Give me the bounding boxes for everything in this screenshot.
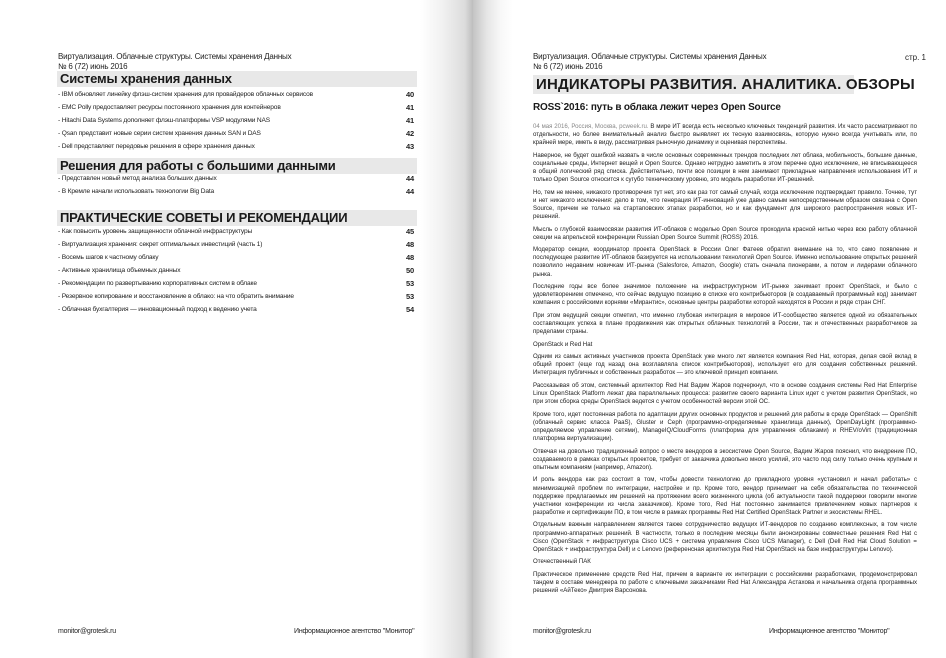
toc-item[interactable]	[58, 88, 414, 101]
toc-item-page: 40	[405, 90, 414, 99]
article-subhead: OpenStack и Red Hat	[533, 340, 593, 348]
article-paragraph: Кроме того, идет постоянная работа по адаптации других основных продуктов и решений для работы в среде OpenStack — OpenShift (облачный сервис класса PaaS), Gluster и Ceph (программно-определяемые хранилища данных), OpenDayLight (программно-определяемое управление сетями), ManageIQ/CloudForms (платформа для управления облаками) и RHEV/oVirt (традиционная платформа виртуализации).	[533, 410, 917, 443]
toc-item-text: - Рекомендации по развертыванию корпоративных систем в облаке	[58, 280, 257, 287]
article-paragraph: Одним из самых активных участников проекта OpenStack уже много лет является компания Red Hat, которая, делая свой вклад в общий проект (еще год назад она возглавляла список контрибьюторов), использует его для создания собственных решений. Интеграция публичных и собственных разработок — это ключевой принцип компании.	[533, 353, 917, 377]
header-title: Виртуализация. Облачные структуры. Системы хранения Данных	[58, 52, 292, 61]
header-issue: № 6 (72) июнь 2016	[58, 62, 128, 71]
article-lead: 04 мая 2016, Россия, Москва, pcweek.ru. В мире ИТ всегда есть несколько ключевых тенденций развития. Их часто рассматривают по отдельности, но более внимательный анализ быстро выявляет их тесную взаимосвязь, которую нужно всегда учитывать или, по крайней мере, иметь в виду, рассматривая рыночную динамику и оценивая перспективы.	[533, 123, 917, 147]
article-paragraph: Наверное, не будет ошибкой назвать в числе основных современных трендов последних лет облака, мобильность, большие данные, социальные среды, Интернет вещей и Open Source. Однако нетрудно заметить в этом перечне одно исключение, не вписывающееся в общий логический ряд списка. Действительно, почти все позиции в нем занимают прикладные направления использования ИТ и только Open Source относится к сугубо техническому уровню, это модель разработки ИТ-решений.	[533, 151, 917, 184]
article-paragraph: Но, тем не менее, никакого противоречия тут нет, это как раз тот самый случай, когда исключение подтверждает правило. Точнее, тут и нет никакого исключения: дело в том, что генерация ИТ-инноваций уже давно самым непосредственным образом связана с Open Source, причем не только на стартаповских этапах разработки, но и как фундамент для широкого распространения новых ИТ-решений.	[533, 188, 917, 220]
toc-item-text: - Представлен новый метод анализа больших данных	[58, 175, 217, 182]
toc-item-page: 48	[405, 240, 414, 249]
toc-item-text: - Восемь шагов к частному облаку	[58, 254, 159, 261]
toc-item[interactable]	[58, 264, 414, 277]
running-header	[58, 52, 291, 72]
toc-item-text: - Как повысить уровень защищенности облачной инфраструктуры	[58, 228, 253, 235]
toc-item[interactable]	[58, 185, 414, 198]
header-title: Виртуализация. Облачные структуры. Системы хранения Данных	[533, 52, 767, 61]
toc-item[interactable]	[58, 277, 414, 290]
footer-email[interactable]: monitor@grotesk.ru	[58, 628, 116, 635]
page-number: стр. 1	[905, 53, 927, 62]
toc-item[interactable]	[58, 225, 414, 238]
toc-item-text: - В Кремле начали использовать технологии Big Data	[58, 188, 215, 195]
toc-item[interactable]	[58, 251, 414, 264]
footer-email[interactable]: monitor@grotesk.ru	[533, 628, 591, 635]
article-body	[533, 123, 917, 600]
toc-item-page: 50	[405, 266, 414, 275]
toc-section-title: Системы хранения данных	[57, 71, 417, 87]
running-header	[533, 52, 766, 72]
article-paragraph: Мысль о глубокой взаимосвязи развития ИТ-облаков с моделью Open Source проходила красной нитью через всю работу облачной секции на апрельской конференции Russian Open Source Summit (ROSS) 2016.	[533, 225, 917, 241]
toc-item[interactable]	[58, 127, 414, 140]
toc-item-text: - Активные хранилища объемных данных	[58, 267, 181, 274]
toc-item-page: 48	[405, 253, 414, 262]
toc-section-bigdata	[58, 172, 414, 198]
toc-item[interactable]	[58, 172, 414, 185]
page-fold-shadow	[473, 0, 513, 658]
toc-section-title: Решения для работы с большими данными	[57, 158, 417, 174]
article-paragraph: При этом ведущий секции отметил, что именно глубокая интеграция в мировое ИТ-сообщество является одной из обязательных составляющих успеха в плане продвижения как открытых облачных технологий в России, так и отечественных разработчиков за пределами страны.	[533, 311, 917, 336]
article-paragraph: Последние годы все более значимое положение на инфраструктурном ИТ-рынке занимает проект OpenStack, и было с удовлетворением отмечено, что сейчас ведущую позицию в списке его контрибьюторов (в создаваемый программный код) занимает компания с российскими корнями «Мирантис», основные центры разработки которой находятся в России и ряде стран СНГ.	[533, 283, 917, 307]
article-paragraph: Практическое применение средств Red Hat, причем в варианте их интеграции с российскими разработками, продемонстрировал тандем в составе менеджера по работе с ключевыми заказчиками Red Hat Александра Астахова и начальника отдела программных решений «АйТеко» Дмитрия Варсонова.	[533, 570, 917, 595]
toc-item-text: - Qsan представит новые серии систем хранения данных SAN и DAS	[58, 130, 261, 137]
toc-section-storage	[58, 88, 414, 153]
section-title: ИНДИКАТОРЫ РАЗВИТИЯ. АНАЛИТИКА. ОБЗОРЫ	[533, 75, 854, 94]
toc-item-text: - IBM обновляет линейку флэш-систем хранения для провайдеров облачных сервисов	[58, 91, 313, 98]
article-paragraph: Отвечая на довольно традиционный вопрос о месте вендоров в экосистеме Open Source, Вадим Жаров пояснил, что внедрение ПО, создаваемого в рамках открытых проектов, требует от заказчика довольно много усилий, это часто под силу только очень крупным и опытным компаниям (например, Amazon).	[533, 447, 917, 471]
toc-item-page: 42	[405, 129, 414, 138]
toc-item[interactable]	[58, 140, 414, 153]
toc-item[interactable]	[58, 238, 414, 251]
header-issue: № 6 (72) июнь 2016	[533, 62, 603, 71]
page-fold-shadow	[420, 0, 473, 658]
toc-item-page: 45	[405, 227, 414, 236]
toc-item-page: 44	[405, 174, 414, 183]
toc-item-text: - EMC Polly предоставляет ресурсы постоянного хранения для контейнеров	[58, 104, 281, 111]
toc-item[interactable]	[58, 114, 414, 127]
article-title: ROSS`2016: путь в облака лежит через Open Source	[533, 102, 781, 113]
toc-item-page: 53	[405, 279, 414, 288]
toc-item-text: - Резервное копирование и восстановление в облако: на что обратить внимание	[58, 293, 294, 300]
toc-item[interactable]	[58, 303, 414, 316]
toc-item-page: 54	[405, 305, 414, 314]
toc-section-tips	[58, 225, 414, 316]
footer-agency: Информационное агентство "Монитор"	[294, 628, 415, 635]
lead-dateline: 04 мая 2016, Россия, Москва, pcweek.ru.	[533, 123, 649, 130]
toc-item-text: - Виртуализация хранения: секрет оптимальных инвестиций (часть 1)	[58, 241, 263, 248]
toc-item-text: - Hitachi Data Systems дополняет флэш-платформы VSP модулями NAS	[58, 117, 271, 124]
article-subhead: Отечественный ПАК	[533, 558, 591, 566]
article-paragraph: Модератор секции, координатор проекта OpenStack в России Олег Фатеев обратил внимание на то, что само появление и последующее развитие ИТ-облаков базируется на использовании технологий Open Source. Именно использование открытых решений позволило недавним новичкам ИТ-рынка (Salesforce, Amazon, Google) стать сначала пионерами, а потом и лидерами облачного рынка.	[533, 246, 917, 278]
toc-item-text: - Dell представляет передовые решения в сфере хранения данных	[58, 143, 255, 150]
article-paragraph: Отдельным важным направлением является также сотрудничество ведущих ИТ-вендоров по созданию комплексных, в том числе программно-аппаратных решений. В частности, только в последние месяцы были анонсированы совместные решения Red Hat с Cisco (OpenStack + инфраструктура Cisco UCS + система управления Cisco UCS Manager), с Dell (Dell Red Hat Cloud Solution = OpenStack + инфраструктура Dell) и с Lenovo (референсная архитектура Red Hat OpenStack на базе инфраструктуры Lenovo).	[533, 521, 917, 553]
article-paragraph: И роль вендора как раз состоит в том, чтобы довести технологию до прикладного уровня «установил и начал работать» с минимизацией проблем по интеграции, настройке и пр. Кроме того, вендор принимает на себя обязательства по технической поддержке предлагаемых им решений на протяжении всего жизненного цикла (об актуальности такой поддержки говорили многие участники конференции из числа заказчиков). Кроме того, Red Hat постоянно занимается привлечением новых партнеров к разработке и сертификации ПО, в том числе в рамках программы Red Hat Certified OpenStack Partner и экосистемы RHEL.	[533, 476, 917, 516]
toc-item[interactable]	[58, 101, 414, 114]
toc-section-title: ПРАКТИЧЕСКИЕ СОВЕТЫ И РЕКОМЕНДАЦИИ	[57, 210, 417, 226]
toc-item-page: 53	[405, 292, 414, 301]
footer-agency: Информационное агентство "Монитор"	[769, 628, 890, 635]
toc-item-page: 44	[405, 187, 414, 196]
article-paragraph: Рассказывая об этом, системный архитектор Red Hat Вадим Жаров подчеркнул, что в основе создания системы Red Hat Enterprise Linux OpenStack Platform лежат два параллельных процесса: развитие своего варианта Linux идет с учетом развития OpenStack, но при этом сборка среды OpenStack ведется с учетом особенностей версии этой ОС.	[533, 382, 917, 406]
toc-item-page: 43	[405, 142, 414, 151]
toc-item-page: 41	[405, 103, 414, 112]
toc-item-text: - Облачная бухгалтерия — инновационный подход к ведению учета	[58, 306, 257, 313]
toc-item[interactable]	[58, 290, 414, 303]
toc-item-page: 41	[405, 116, 414, 125]
